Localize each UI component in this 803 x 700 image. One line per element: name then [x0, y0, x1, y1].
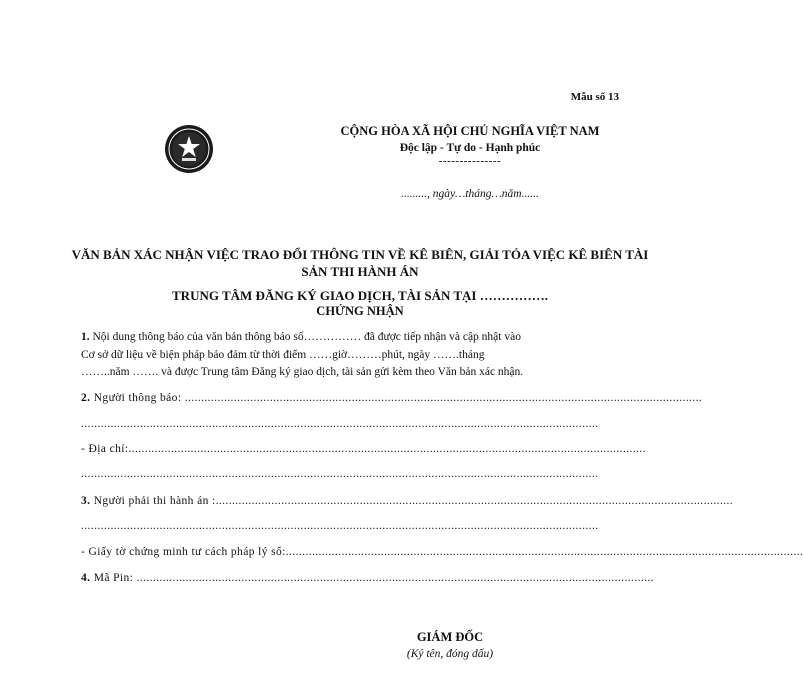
address-field-continued[interactable]: ..............................................................................................................................................................	[81, 468, 599, 480]
item4-number: 4.	[81, 572, 91, 584]
fill-line: ..............................................................................................................................................................	[136, 572, 654, 584]
item1-number: 1.	[81, 331, 90, 343]
date-line: ........., ngày…tháng…năm......	[401, 188, 539, 200]
form-number: Mẫu số 13	[570, 91, 619, 103]
fill-line: ..............................................................................................................................................................	[215, 495, 734, 507]
signature-note: (Ký tên, đóng dấu)	[406, 648, 494, 660]
certification-heading: CHỨNG NHẬN	[316, 304, 404, 318]
item2-label: Người thông báo:	[90, 392, 185, 404]
item1-line3: ……..năm ……. và được Trung tâm Đăng ký giao dịch, tài sản gửi kèm theo Văn bản xác nhận.	[81, 366, 524, 378]
item1-line2: Cơ sở dữ liệu về biện pháp bảo đảm từ thời điểm ……giờ………phút, ngày …….tháng	[81, 349, 485, 361]
seal-emblem-icon	[163, 123, 215, 175]
fill-line: ..............................................................................................................................................................	[128, 443, 646, 455]
item4-pin-field[interactable]	[81, 572, 654, 584]
address-field[interactable]	[81, 443, 646, 455]
item3-judgment-debtor-field[interactable]	[81, 495, 734, 507]
national-motto: Độc lập - Tự do - Hạnh phúc	[399, 142, 541, 154]
header-divider: ---------------	[438, 155, 502, 167]
item3-judgment-debtor-field-continued[interactable]: ..............................................................................................................................................................	[81, 520, 599, 532]
registration-center-name: TRUNG TÂM ĐĂNG KÝ GIAO DỊCH, TÀI SẢN TẠI …………….	[172, 288, 548, 303]
nation-name: CỘNG HÒA XÃ HỘI CHỦ NGHĨA VIỆT NAM	[340, 124, 600, 138]
item1-line1	[81, 331, 521, 343]
item1-text-1: Nội dung thông báo của văn bản thông báo số…………… đã được tiếp nhận và cập nhật vào	[89, 331, 521, 343]
document-title: VĂN BẢN XÁC NHẬN VIỆC TRAO ĐỔI THÔNG TIN VỀ KÊ BIÊN, GIẢI TỎA VIỆC KÊ BIÊN TÀI SẢN THI HÀNH ÁN	[71, 247, 649, 279]
legal-document-field[interactable]	[81, 546, 803, 558]
address-label: - Địa chỉ:	[81, 443, 129, 455]
fill-line: ..............................................................................................................................................................	[285, 546, 803, 558]
item3-number: 3.	[81, 495, 91, 507]
item2-notifier-field-continued[interactable]: ..............................................................................................................................................................	[81, 418, 599, 430]
item2-number: 2.	[81, 392, 91, 404]
item3-label: Người phải thi hành án :	[90, 495, 216, 507]
item2-notifier-field[interactable]	[81, 392, 703, 404]
fill-line: ..............................................................................................................................................................	[184, 392, 703, 404]
signatory-title: GIÁM ĐỐC	[416, 630, 484, 644]
item4-label: Mã Pin:	[90, 572, 137, 584]
legal-document-label: - Giấy tờ chứng minh tư cách pháp lý số:	[81, 546, 286, 558]
